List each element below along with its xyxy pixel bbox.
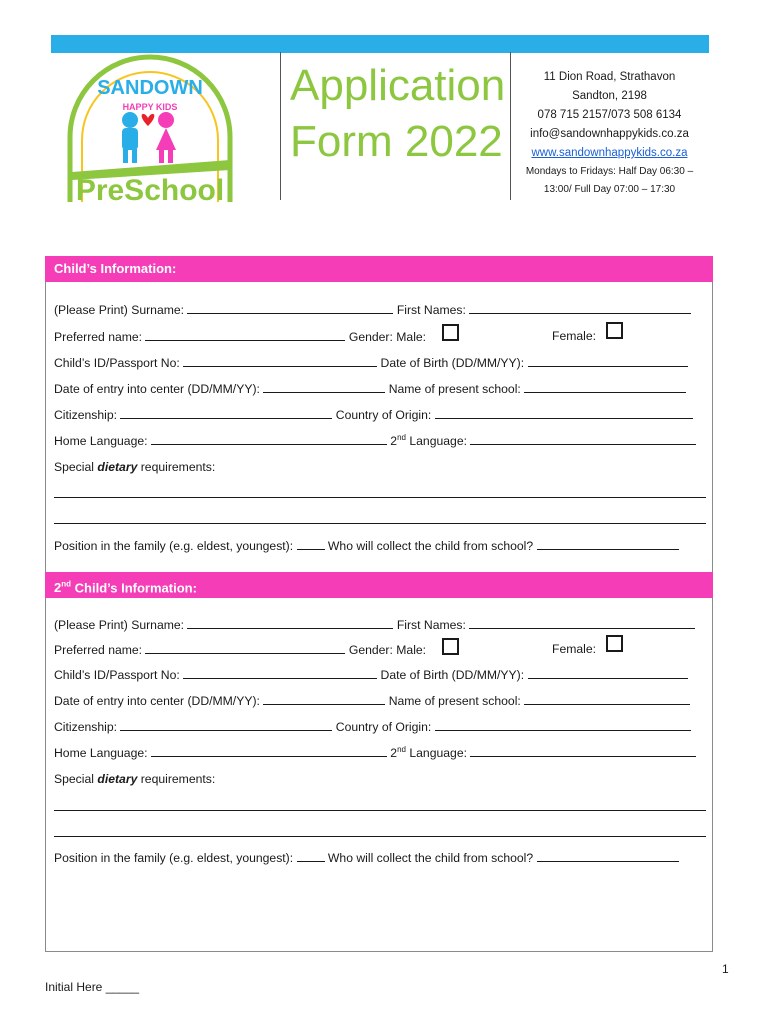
s2-second-lang-nd: nd bbox=[397, 745, 406, 754]
preschool-logo bbox=[52, 52, 252, 207]
s2-dietary-line2[interactable] bbox=[54, 836, 706, 837]
contact-phone: 078 715 2157/073 508 6134 bbox=[537, 109, 682, 121]
s2-second-lang-number: 2nd bbox=[390, 745, 406, 761]
page-number: 1 bbox=[722, 962, 729, 976]
s2-citizenship-label: Citizenship: bbox=[54, 720, 117, 734]
contact-address2: Sandton, 2198 bbox=[572, 90, 647, 102]
section1-heading-text: Child’s Information: bbox=[54, 261, 177, 276]
s1-position-field[interactable] bbox=[297, 538, 325, 550]
s2-dietary-suffix: requirements: bbox=[140, 772, 216, 786]
s2-dob-field[interactable] bbox=[528, 667, 688, 679]
logo-brand-sub: HAPPY KIDS bbox=[122, 102, 178, 112]
s1-id-row bbox=[54, 355, 706, 370]
s2-entry-row bbox=[54, 693, 706, 708]
s1-language-row bbox=[54, 433, 706, 448]
s2-surname-label: (Please Print) Surname: bbox=[54, 618, 185, 632]
s2-gender-label: Gender: Male: bbox=[348, 643, 427, 657]
contact-hours2: 13:00/ Full Day 07:00 – 17:30 bbox=[543, 184, 676, 195]
s2-id-label: Child’s ID/Passport No: bbox=[54, 668, 180, 682]
s2-home-lang-label: Home Language: bbox=[54, 746, 148, 761]
s2-dietary-row bbox=[54, 772, 706, 786]
s2-id-field[interactable] bbox=[183, 667, 377, 679]
logo-brand-top: SANDOWN bbox=[97, 77, 203, 99]
contact-address1: 11 Dion Road, Strathavon bbox=[543, 71, 676, 83]
s2-position-field[interactable] bbox=[297, 850, 325, 862]
s1-female-checkbox[interactable] bbox=[606, 322, 623, 339]
s2-first-names-label: First Names: bbox=[396, 618, 466, 632]
s1-school-label: Name of present school: bbox=[388, 382, 521, 396]
s2-id-row bbox=[54, 667, 706, 682]
s1-first-names-label: First Names: bbox=[396, 303, 466, 317]
s2-position-label: Position in the family (e.g. eldest, youngest): bbox=[54, 851, 294, 865]
s2-preferred-label: Preferred name: bbox=[54, 643, 143, 657]
s1-dob-field[interactable] bbox=[528, 355, 688, 367]
form-title-line2: Form 2022 bbox=[290, 117, 503, 166]
s1-citizenship-row bbox=[54, 407, 706, 422]
s1-school-field[interactable] bbox=[524, 381, 686, 393]
s1-female-label: Female: bbox=[552, 329, 597, 343]
logo-brand-bottom: PreSchool bbox=[75, 174, 225, 207]
s2-country-label: Country of Origin: bbox=[335, 720, 432, 734]
section2-heading-number: 2nd bbox=[54, 580, 72, 596]
header-divider-right bbox=[510, 52, 511, 200]
s1-entry-row bbox=[54, 381, 706, 396]
s1-second-lang-field[interactable] bbox=[470, 433, 696, 445]
s1-dietary-line1[interactable] bbox=[54, 497, 706, 498]
s1-surname-row bbox=[54, 302, 706, 317]
s1-id-field[interactable] bbox=[183, 355, 377, 367]
s1-second-lang-label: Language: bbox=[409, 434, 467, 449]
s1-dietary-suffix: requirements: bbox=[140, 460, 216, 474]
s2-dob-label: Date of Birth (DD/MM/YY): bbox=[380, 668, 525, 682]
s2-dietary-prefix: Special bbox=[54, 772, 94, 786]
s2-collect-label: Who will collect the child from school? bbox=[327, 851, 534, 865]
s1-citizenship-label: Citizenship: bbox=[54, 408, 117, 422]
s2-position-row bbox=[54, 850, 706, 865]
s2-school-label: Name of present school: bbox=[388, 694, 521, 708]
s2-home-lang-field[interactable] bbox=[151, 745, 387, 757]
s1-dietary-row bbox=[54, 460, 706, 474]
s1-preferred-label: Preferred name: bbox=[54, 330, 143, 344]
s2-school-field[interactable] bbox=[524, 693, 690, 705]
s1-home-lang-label: Home Language: bbox=[54, 434, 148, 449]
s2-surname-row bbox=[54, 617, 706, 632]
s1-dob-label: Date of Birth (DD/MM/YY): bbox=[380, 356, 525, 370]
s1-first-names-field[interactable] bbox=[469, 302, 691, 314]
s1-entry-label: Date of entry into center (DD/MM/YY): bbox=[54, 382, 260, 396]
s1-entry-field[interactable] bbox=[263, 381, 385, 393]
s1-female-label-wrap bbox=[552, 329, 612, 343]
s2-dietary-em: dietary bbox=[97, 772, 138, 786]
s2-preferred-field[interactable] bbox=[145, 642, 345, 654]
s1-dietary-prefix: Special bbox=[54, 460, 94, 474]
section2-heading bbox=[45, 572, 713, 598]
s1-collect-field[interactable] bbox=[537, 538, 679, 550]
s1-surname-field[interactable] bbox=[187, 302, 393, 314]
s1-citizenship-field[interactable] bbox=[120, 407, 332, 419]
s2-second-lang-label: Language: bbox=[409, 746, 467, 761]
s1-position-row bbox=[54, 538, 706, 553]
s1-second-lang-nd: nd bbox=[397, 433, 406, 442]
initial-here-field[interactable]: Initial Here _____ bbox=[45, 980, 140, 994]
s2-collect-field[interactable] bbox=[537, 850, 679, 862]
s2-entry-label: Date of entry into center (DD/MM/YY): bbox=[54, 694, 260, 708]
s1-second-lang-number: 2nd bbox=[390, 433, 406, 449]
s2-entry-field[interactable] bbox=[263, 693, 385, 705]
s1-surname-label: (Please Print) Surname: bbox=[54, 303, 185, 317]
s2-second-lang-field[interactable] bbox=[470, 745, 696, 757]
contact-hours1: Mondays to Fridays: Half Day 06:30 – bbox=[525, 166, 694, 177]
s1-preferred-field[interactable] bbox=[145, 329, 345, 341]
form-title-line1: Application bbox=[290, 61, 506, 110]
contact-block bbox=[512, 68, 707, 199]
section1-heading bbox=[45, 256, 713, 282]
header-color-bar bbox=[51, 35, 709, 53]
section2-heading-text: Child’s Information: bbox=[74, 580, 197, 596]
s2-surname-field[interactable] bbox=[187, 617, 393, 629]
s1-country-label: Country of Origin: bbox=[335, 408, 432, 422]
s1-gender-label: Gender: Male: bbox=[348, 330, 427, 344]
s1-id-label: Child’s ID/Passport No: bbox=[54, 356, 180, 370]
form-title bbox=[290, 58, 510, 170]
s2-citizenship-row bbox=[54, 719, 706, 734]
s2-first-names-field[interactable] bbox=[469, 617, 695, 629]
header-divider-left bbox=[280, 52, 281, 200]
contact-email[interactable]: info@sandownhappykids.co.za bbox=[530, 128, 689, 140]
s2-male-checkbox[interactable] bbox=[442, 638, 459, 655]
s2-dietary-line1[interactable] bbox=[54, 810, 706, 811]
s2-citizenship-field[interactable] bbox=[120, 719, 332, 731]
s2-female-label-wrap bbox=[552, 642, 612, 656]
s2-female-checkbox[interactable] bbox=[606, 635, 623, 652]
s1-dietary-em: dietary bbox=[97, 460, 138, 474]
s1-male-checkbox[interactable] bbox=[442, 324, 459, 341]
section2-heading-nd: nd bbox=[61, 580, 72, 589]
contact-website-link[interactable]: www.sandownhappykids.co.za bbox=[531, 147, 688, 159]
s1-dietary-line2[interactable] bbox=[54, 523, 706, 524]
s2-language-row bbox=[54, 745, 706, 760]
logo-graphic bbox=[52, 52, 252, 207]
s1-collect-label: Who will collect the child from school? bbox=[327, 539, 534, 553]
s2-female-label: Female: bbox=[552, 642, 597, 656]
s1-position-label: Position in the family (e.g. eldest, youngest): bbox=[54, 539, 294, 553]
s1-country-field[interactable] bbox=[435, 407, 693, 419]
s1-home-lang-field[interactable] bbox=[151, 433, 387, 445]
s2-country-field[interactable] bbox=[435, 719, 691, 731]
